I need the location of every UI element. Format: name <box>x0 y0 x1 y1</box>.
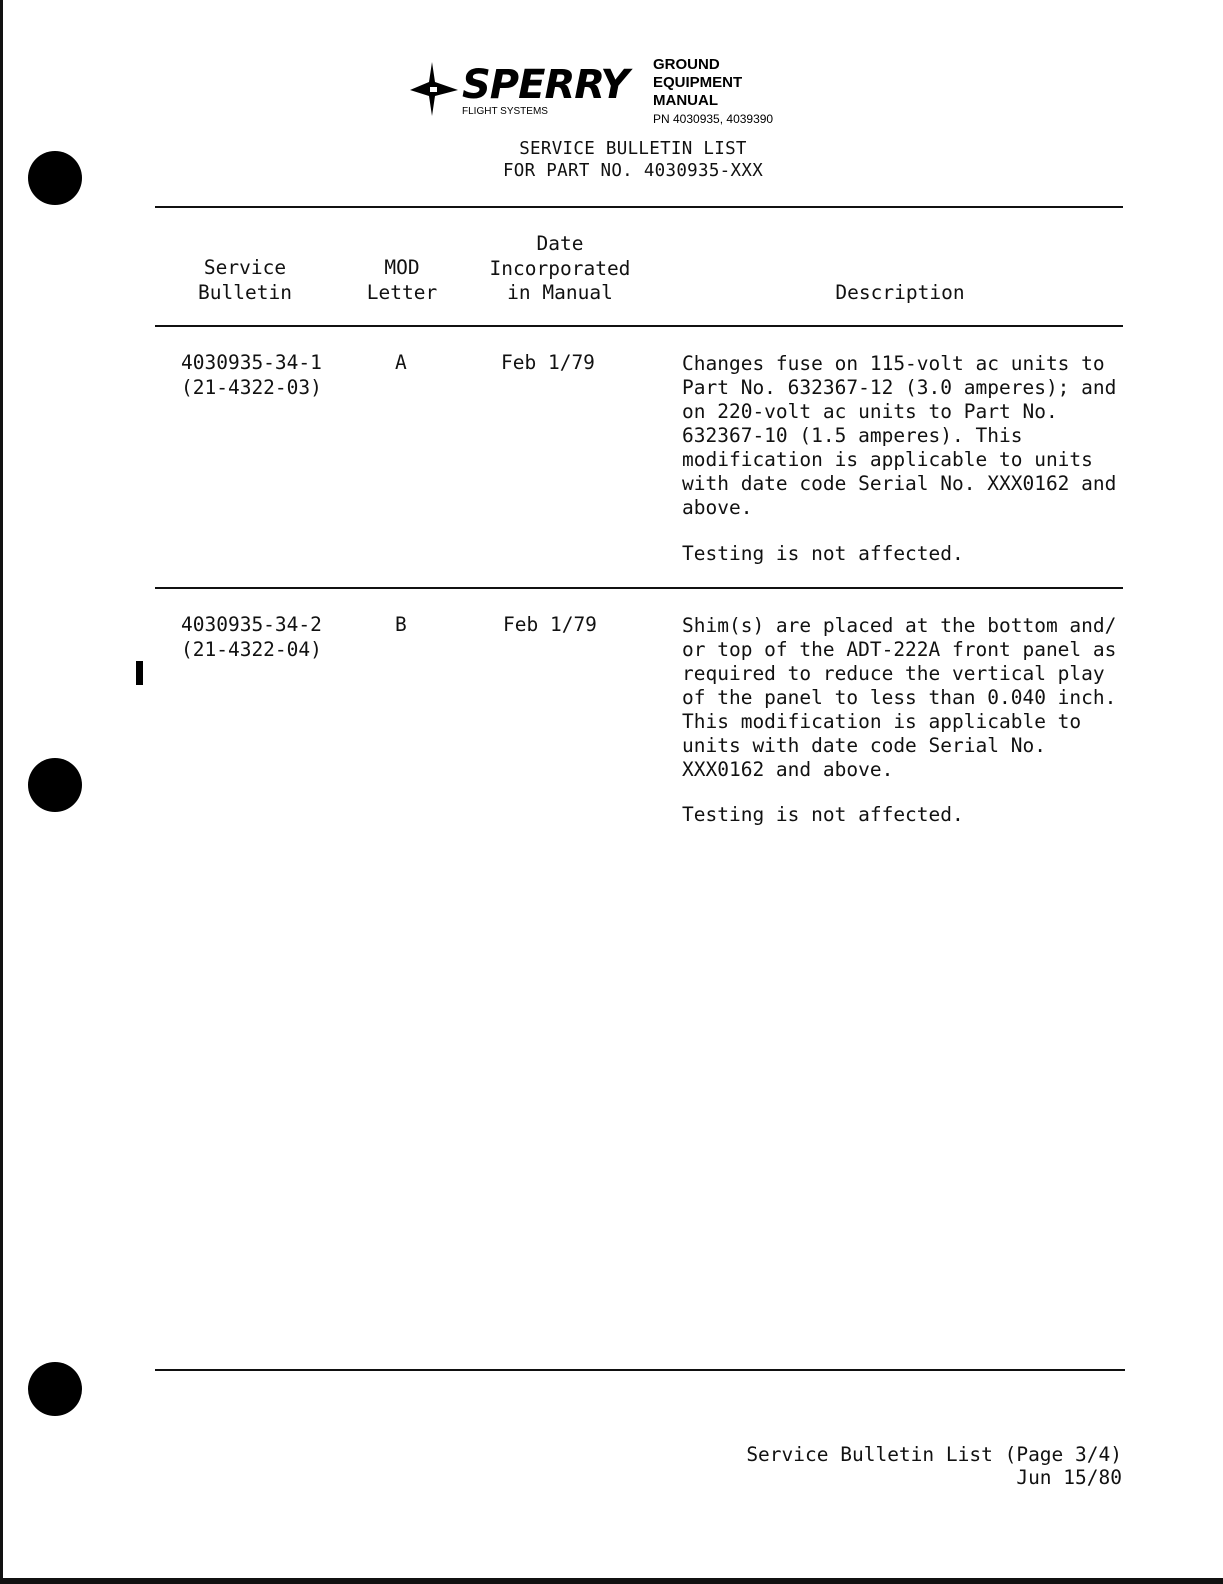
table-row-1-date: Feb 1/79 <box>501 351 595 374</box>
manual-part-numbers: PN 4030935, 4039390 <box>653 112 774 126</box>
manual-line: EQUIPMENT <box>653 74 743 91</box>
header-line: Letter <box>366 280 438 304</box>
table-row-1-bulletin <box>181 351 322 400</box>
page-subtitle: FOR PART NO. 4030935-XXX <box>502 161 764 181</box>
header-line: MOD <box>384 256 420 279</box>
punch-hole-icon <box>28 151 82 205</box>
bulletin-number: 4030935-34-1 <box>181 351 322 374</box>
manual-line: GROUND <box>653 56 720 73</box>
table-row-divider <box>155 587 1123 589</box>
table-row-2-note: Testing is not affected. <box>682 803 964 826</box>
table-bottom-rule <box>155 1369 1125 1371</box>
header-line: Service <box>203 256 287 279</box>
table-row-2-description: Shim(s) are placed at the bottom and/ or top of the ADT-222A front panel as required to reduce the vertical play of the panel to less than 0.040 inch. This modification is applicable to units with date code Serial No. XXX0162 and above. <box>682 614 1117 781</box>
bulletin-alt-number: (21-4322-04) <box>181 637 322 661</box>
header-line: Bulletin <box>198 280 292 304</box>
page-title: SERVICE BULLETIN LIST <box>519 139 747 159</box>
table-row-1-mod: A <box>395 351 407 374</box>
footer-date: Jun 15/80 <box>1016 1466 1122 1489</box>
page-border-bottom <box>0 1578 1223 1584</box>
punch-hole-icon <box>28 1362 82 1416</box>
table-header-rule <box>155 325 1123 327</box>
table-row-1-note: Testing is not affected. <box>682 542 964 565</box>
bulletin-alt-number: (21-4322-03) <box>181 375 322 399</box>
brand-wordmark: SPERRY <box>462 62 629 108</box>
header-line: in Manual <box>507 281 613 304</box>
header-line: Incorporated <box>489 256 631 280</box>
column-header-service-bulletin <box>175 256 315 305</box>
table-top-rule <box>155 206 1123 208</box>
table-row-2-date: Feb 1/79 <box>503 613 597 636</box>
column-header-mod-letter <box>352 256 452 305</box>
bulletin-number: 4030935-34-2 <box>181 613 322 636</box>
column-header-date-incorporated <box>470 232 650 306</box>
table-row-1-description: Changes fuse on 115-volt ac units to Part No. 632367-12 (3.0 amperes); and on 220-volt ac units to Part No. 632367-10 (1.5 amperes). This modification is applicable to units with date code Serial No. XXX0162 and above. <box>682 352 1117 519</box>
footer <box>746 1443 1122 1489</box>
table-row-2-mod: B <box>395 613 407 636</box>
manual-identification <box>653 56 773 128</box>
revision-bar-icon <box>136 661 143 685</box>
manual-line: MANUAL <box>653 92 718 109</box>
column-header-description: Description <box>835 281 965 304</box>
page-border-left <box>0 0 3 1584</box>
brand-subtitle: FLIGHT SYSTEMS <box>462 106 548 117</box>
sperry-logo <box>412 60 632 120</box>
header-line: Date <box>536 232 584 255</box>
table-row-2-bulletin <box>181 613 322 662</box>
punch-hole-icon <box>28 758 82 812</box>
sperry-star-logo-icon <box>410 60 462 120</box>
footer-page-label: Service Bulletin List (Page 3/4) <box>746 1443 1122 1466</box>
